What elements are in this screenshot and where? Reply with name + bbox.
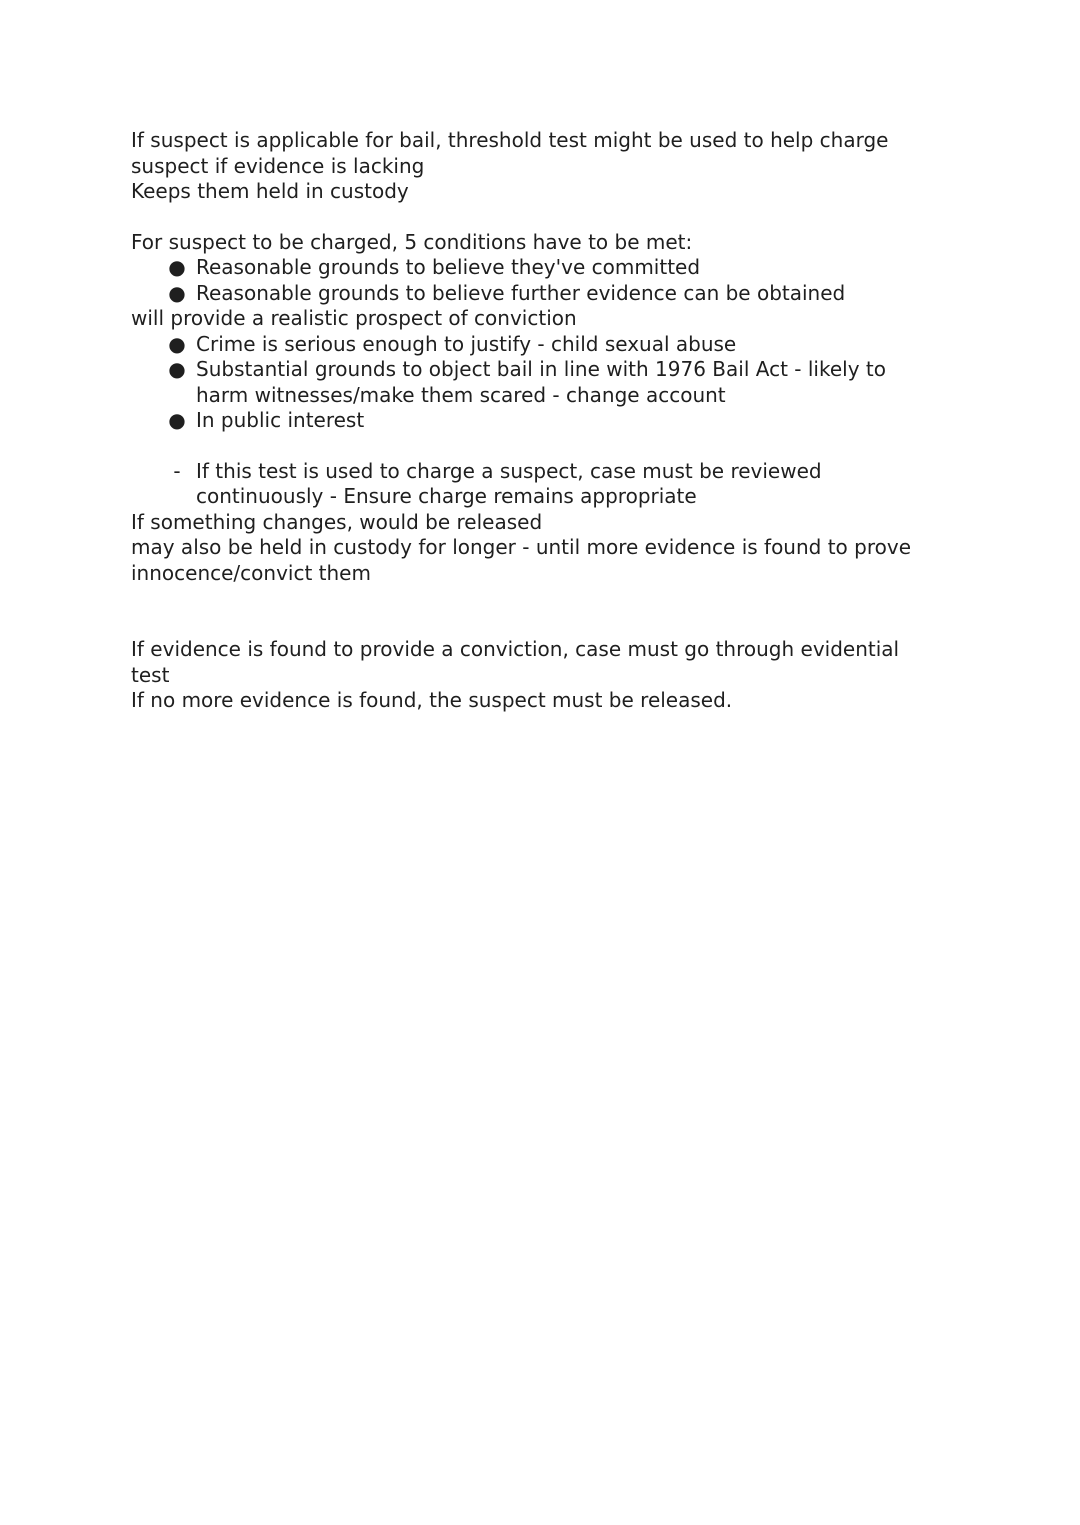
release-paragraph — [131, 510, 951, 587]
bullet-icon: ● — [168, 357, 186, 381]
text-line: innocence/convict them — [131, 560, 371, 585]
text-line: If something changes, would be released — [131, 509, 543, 534]
bullet-icon: ● — [168, 331, 186, 356]
list-item — [131, 357, 951, 408]
list-item — [131, 408, 951, 434]
list-item-text: Reasonable grounds to believe further evidence can be obtained — [196, 280, 846, 305]
bullet-icon: ● — [168, 280, 186, 305]
list-item-text: harm witnesses/make them scared - change account — [196, 382, 726, 407]
continuation-line: will provide a realistic prospect of conviction — [131, 306, 577, 330]
list-item — [131, 332, 951, 358]
bullet-icon: ● — [168, 408, 186, 432]
text-line: If no more evidence is found, the suspect must be released. — [131, 688, 733, 712]
text-line: suspect if evidence is lacking — [131, 153, 425, 178]
list-item-text: In public interest — [196, 408, 365, 432]
dash-item-text: If this test is used to charge a suspect, case must be reviewed — [196, 458, 822, 483]
intro-paragraph — [131, 128, 951, 205]
list-item-text: Reasonable grounds to believe they've committed — [196, 255, 701, 279]
dash-item — [131, 459, 951, 510]
list-item-text: Crime is serious enough to justify - child sexual abuse — [196, 331, 737, 356]
dash-item-text: continuously - Ensure charge remains appropriate — [196, 484, 697, 508]
conditions-intro: For suspect to be charged, 5 conditions have to be met: — [131, 229, 693, 254]
text-line: If suspect is applicable for bail, threshold test might be used to help charge — [131, 128, 889, 152]
document-body — [131, 128, 951, 714]
evidential-paragraph — [131, 637, 951, 714]
dash-icon: - — [173, 458, 181, 483]
list-item-text: Substantial grounds to object bail in line with 1976 Bail Act - likely to — [196, 357, 886, 381]
text-line: If evidence is found to provide a conviction, case must go through evidential — [131, 637, 900, 661]
text-line: may also be held in custody for longer - until more evidence is found to prove — [131, 535, 911, 559]
list-item — [131, 281, 951, 307]
list-item — [131, 255, 951, 281]
text-line: test — [131, 662, 170, 687]
text-line: Keeps them held in custody — [131, 179, 409, 203]
conditions-list-b — [131, 332, 951, 434]
bullet-icon: ● — [168, 255, 186, 279]
conditions-list-a — [131, 255, 951, 306]
